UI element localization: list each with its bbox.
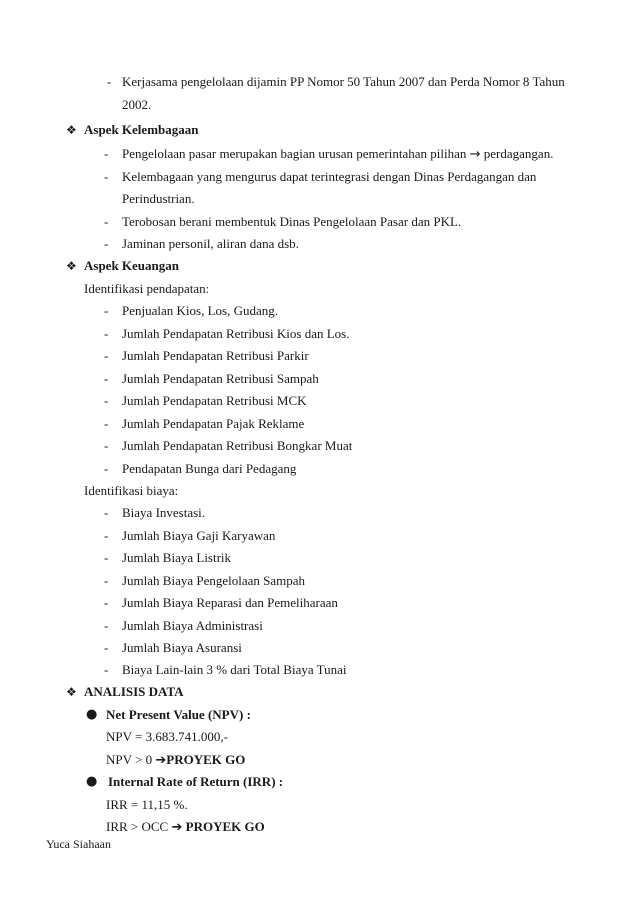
dash-marker: - <box>104 169 109 184</box>
list-item: Biaya Lain-lain 3 % dari Total Biaya Tunai <box>122 662 347 677</box>
diamond-bullet-icon: ❖ <box>66 685 77 699</box>
dash-marker: - <box>104 438 109 453</box>
list-item-continued: Perindustrian. <box>122 191 195 206</box>
npv-condition: NPV > 0 <box>106 752 153 767</box>
dash-marker: - <box>104 303 109 318</box>
dash-marker: - <box>104 550 109 565</box>
list-item: Jaminan personil, aliran dana dsb. <box>122 236 299 251</box>
list-item: Jumlah Biaya Asuransi <box>122 640 242 655</box>
subsection-label-biaya: Identifikasi biaya: <box>84 483 179 498</box>
section-heading-kelembagaan: Aspek Kelembagaan <box>84 122 199 137</box>
round-bullet-icon: ● <box>86 707 98 722</box>
bold-arrow-right-icon: ➔ <box>171 820 183 835</box>
dash-marker: - <box>104 416 109 431</box>
list-item: Biaya Investasi. <box>122 505 206 520</box>
diamond-bullet-icon: ❖ <box>66 123 77 137</box>
list-item: Jumlah Pendapatan Retribusi Bongkar Muat <box>122 438 353 453</box>
list-item-text: perdagangan. <box>483 146 554 161</box>
dash-marker: - <box>104 214 109 229</box>
list-item: Jumlah Pendapatan Retribusi Kios dan Los. <box>122 326 350 341</box>
section-heading-analisis: ANALISIS DATA <box>84 684 184 699</box>
dash-marker: - <box>104 326 109 341</box>
subsection-label-pendapatan: Identifikasi pendapatan: <box>84 281 210 296</box>
round-bullet-icon: ● <box>86 774 98 789</box>
list-item-text: Pengelolaan pasar merupakan bagian urusan pemerintahan pilihan <box>122 146 467 161</box>
dash-marker: - <box>104 393 109 408</box>
irr-title: Internal Rate of Return (IRR) : <box>108 774 284 789</box>
list-item: Jumlah Biaya Listrik <box>122 550 232 565</box>
diamond-bullet-icon: ❖ <box>66 259 77 273</box>
dash-marker: - <box>104 146 109 161</box>
list-item: Penjualan Kios, Los, Gudang. <box>122 303 278 318</box>
arrow-right-icon: → <box>469 147 481 162</box>
dash-marker: - <box>104 640 109 655</box>
irr-value: IRR = 11,15 %. <box>106 797 188 812</box>
list-item: Jumlah Biaya Reparasi dan Pemeliharaan <box>122 595 338 610</box>
list-item: Kerjasama pengelolaan dijamin PP Nomor 50 Tahun 2007 dan Perda Nomor 8 Tahun <box>122 74 565 89</box>
list-item-continued: 2002. <box>122 97 152 112</box>
dash-marker: - <box>107 74 112 89</box>
list-item: Terobosan berani membentuk Dinas Pengelolaan Pasar dan PKL. <box>122 214 462 229</box>
list-item: Jumlah Pendapatan Retribusi Parkir <box>122 348 309 363</box>
irr-result: PROYEK GO <box>185 819 265 834</box>
npv-title: Net Present Value (NPV) : <box>106 707 251 722</box>
dash-marker: - <box>104 505 109 520</box>
dash-marker: - <box>104 618 109 633</box>
dash-marker: - <box>104 573 109 588</box>
list-item: Jumlah Biaya Gaji Karyawan <box>122 528 276 543</box>
list-item: Jumlah Pendapatan Pajak Reklame <box>122 416 305 431</box>
list-item: Jumlah Biaya Administrasi <box>122 618 263 633</box>
list-item: Pendapatan Bunga dari Pedagang <box>122 461 297 476</box>
dash-marker: - <box>104 528 109 543</box>
irr-condition: IRR > OCC <box>106 819 169 834</box>
list-item <box>122 146 553 163</box>
irr-conclusion <box>106 819 265 836</box>
dash-marker: - <box>104 461 109 476</box>
page-footer-author: Yuca Siahaan <box>46 837 111 851</box>
npv-conclusion <box>106 752 245 769</box>
list-item: Jumlah Pendapatan Retribusi Sampah <box>122 371 319 386</box>
section-heading-keuangan: Aspek Keuangan <box>84 258 179 273</box>
dash-marker: - <box>104 371 109 386</box>
dash-marker: - <box>104 236 109 251</box>
npv-value: NPV = 3.683.741.000,- <box>106 729 228 744</box>
npv-result: PROYEK GO <box>166 752 246 767</box>
dash-marker: - <box>104 662 109 677</box>
list-item: Jumlah Biaya Pengelolaan Sampah <box>122 573 306 588</box>
list-item: Jumlah Pendapatan Retribusi MCK <box>122 393 307 408</box>
dash-marker: - <box>104 595 109 610</box>
dash-marker: - <box>104 348 109 363</box>
bold-arrow-right-icon: ➔ <box>155 753 167 768</box>
list-item: Kelembagaan yang mengurus dapat terintegrasi dengan Dinas Perdagangan dan <box>122 169 537 184</box>
